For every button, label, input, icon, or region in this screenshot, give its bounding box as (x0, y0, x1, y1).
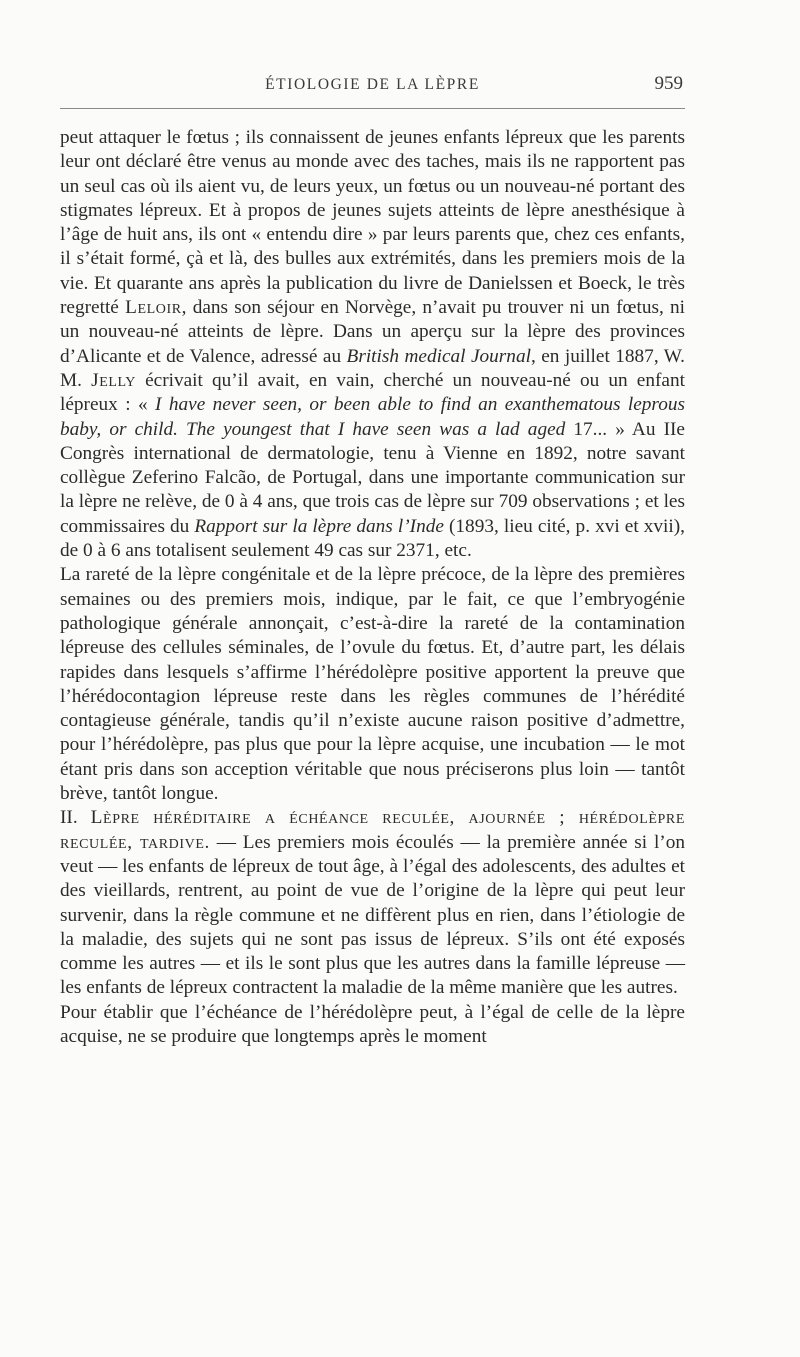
page-header (60, 70, 685, 100)
running-title: ÉTIOLOGIE DE LA LÈPRE (265, 76, 480, 93)
text-run: peut attaquer le fœtus ; ils connaissent de jeunes enfants lépreux que les parents leur ont déclaré être venus au monde avec des taches, mais ils ne rapportent pas un seul cas où ils aient vu, de leurs yeux, un fœtus ou un nouveau-né portant des stigmates lépreux. Et à propos de jeunes sujets atteints de lèpre anesthésique à l’âge de huit ans, ils ont « entendu dire » par leurs parents que, chez ces enfants, il s’était formé, çà et là, des bulles aux extrémités, dans les premiers mois de la vie. Et quarante ans après la publication du livre de Danielssen et Boeck, le très regretté (60, 127, 685, 319)
small-caps-run: Leloir (125, 297, 182, 319)
small-caps-run: Jelly (91, 369, 136, 391)
small-caps-run: Lèpre héréditaire a échéance reculée, ajournée ; hérédolèpre reculée, tardive. (60, 807, 685, 853)
text-run: (1893, lieu cité, p. xvi et xvii), de 0 à 6 ans totalisent seulement 49 cas sur 2371, etc. (60, 515, 685, 562)
paragraph (60, 563, 685, 806)
header-rule (60, 108, 685, 109)
italic-run: British medical Journal (346, 345, 531, 367)
page-number: 959 (654, 73, 683, 94)
paragraph (60, 806, 685, 1000)
text-run: écrivait qu’il avait, en vain, cherché un nouveau-né ou un enfant lépreux : « (60, 369, 685, 416)
text-run: Pour établir que l’échéance de l’hérédolèpre peut, à l’égal de celle de la lèpre acquise, ne se produire que longtemps après le moment (60, 1001, 685, 1047)
paragraph (60, 1001, 685, 1050)
italic-run: I have never seen, or been able to find an exanthematous leprous baby, or child. The youngest that I have seen was a lad aged (60, 394, 685, 440)
paragraph (60, 126, 685, 563)
text-run: , dans son séjour en Norvège, n’avait pu trouver ni un fœtus, ni un nouveau-né atteints de lèpre. Dans un aperçu sur la lèpre des provinces d’Alicante et de Valence, adressé au (60, 297, 685, 367)
italic-run: Rapport sur la lèpre dans l’Inde (194, 515, 444, 537)
body-text (60, 126, 685, 1049)
text-run: , en juillet 1887, W. M. (60, 345, 685, 391)
text-run: II. (60, 807, 91, 829)
text-run: 17... » Au IIe Congrès international de dermatologie, tenu à Vienne en 1892, notre savant collègue Zeferino Falcão, de Portugal, dans une importante communication sur la lèpre ne relève, de 0 à 4 ans, que trois cas de lèpre sur 709 observations ; et les commissaires du (60, 418, 685, 537)
text-run: La rareté de la lèpre congénitale et de la lèpre précoce, de la lèpre des premières semaines ou des premiers mois, indique, par le fait, ce que l’embryogénie pathologique générale annonçait, c’est-à-dire la rareté de la contamination lépreuse des cellules séminales, de l’ovule du fœtus. Et, d’autre part, les délais rapides dans lesquels s’affirme l’hérédolèpre positive apportent la preuve que l’hérédocontagion lépreuse reste dans les règles communes de l’hérédité contagieuse générale, tandis qu’il n’existe aucune raison positive d’admettre, pour l’hérédolèpre, pas plus que pour la lèpre acquise, une incubation — le mot étant pris dans son acception véritable que nous préciserons plus loin — tantôt brève, tantôt longue. (60, 564, 685, 805)
text-run: — Les premiers mois écoulés — la première année si l’on veut — les enfants de lépreux de tout âge, à l’égal des adolescents, des adultes et des vieillards, rentrent, au point de vue de l’origine de la lèpre qui peut leur survenir, dans la règle commune et ne diffèrent plus en rien, dans l’étiologie de la maladie, des sujets qui ne sont pas issus de lépreux. S’ils ont été exposés comme les autres — et ils le sont plus que les autres dans la famille lépreuse — les enfants de lépreux contractent la maladie de la même manière que les autres. (60, 831, 686, 999)
